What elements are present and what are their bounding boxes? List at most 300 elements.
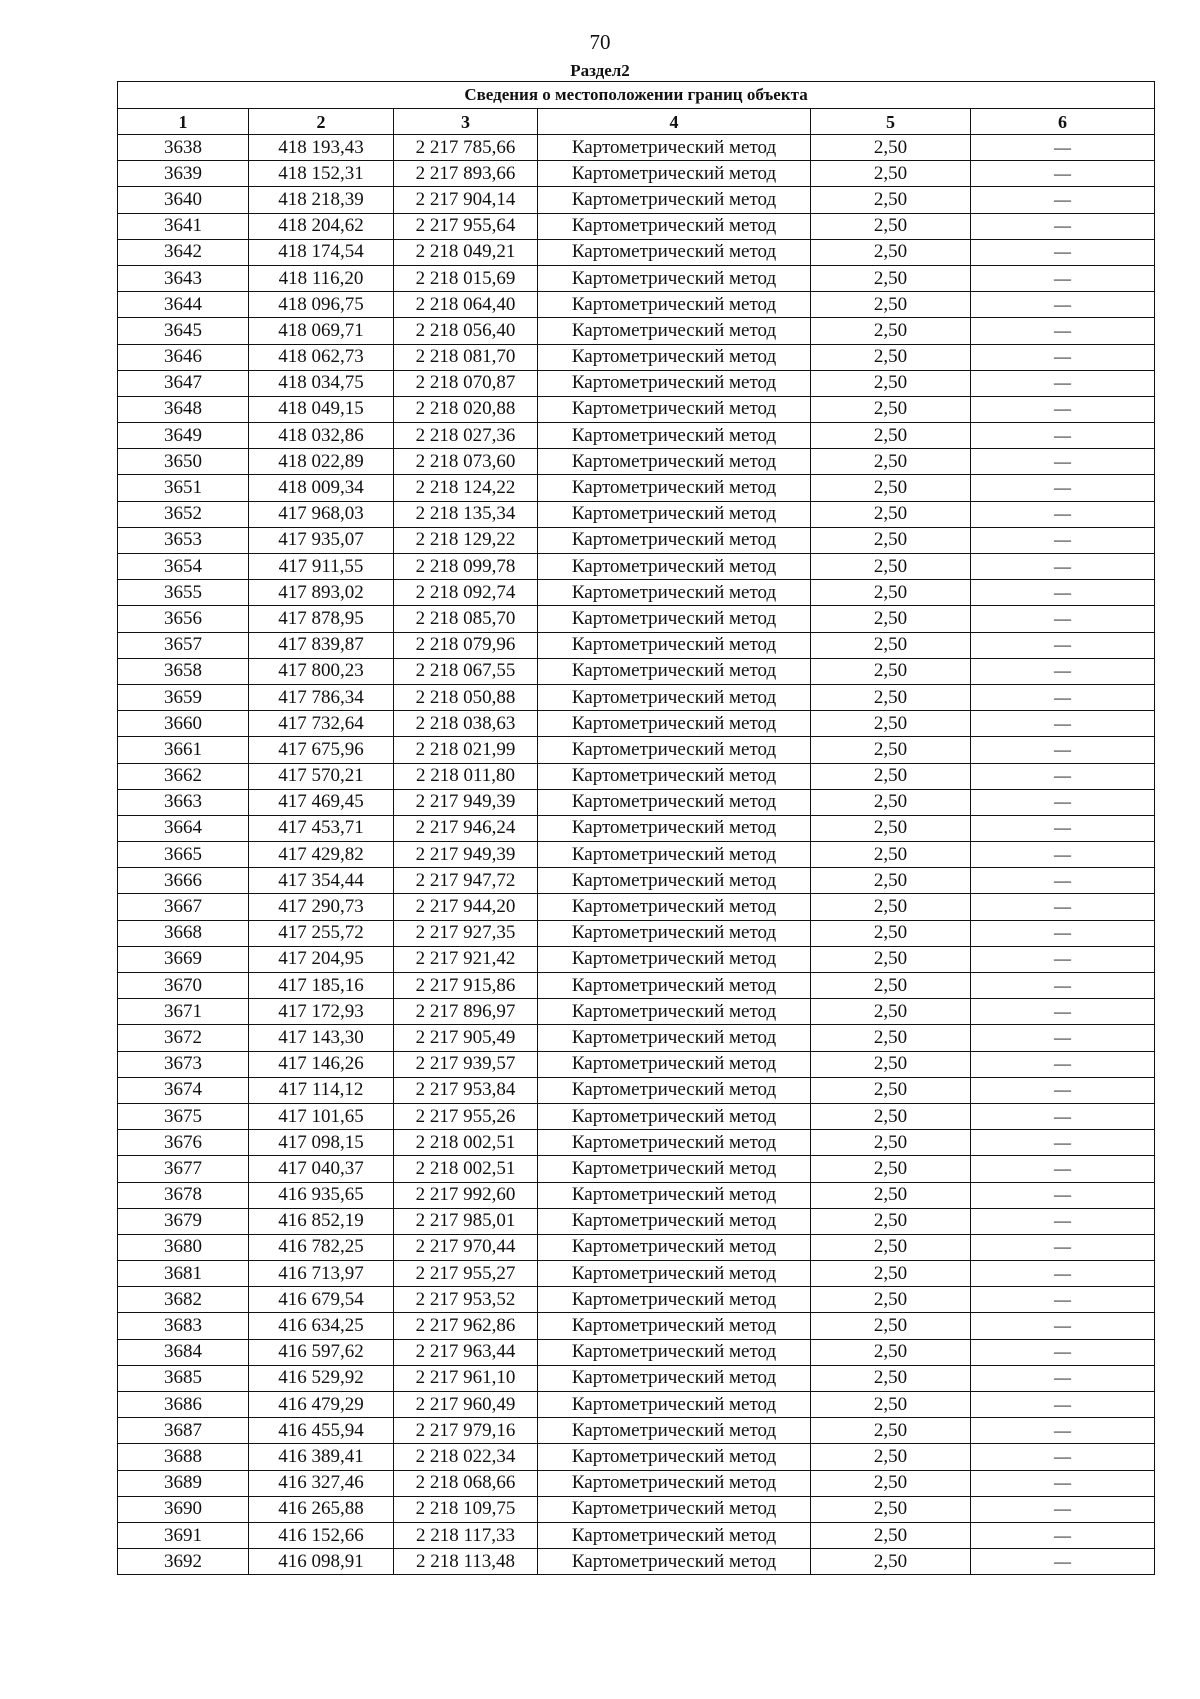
accuracy-cell: 2,50 bbox=[811, 1130, 971, 1156]
note-cell: — bbox=[971, 1261, 1155, 1287]
x-coordinate-cell: 416 713,97 bbox=[249, 1261, 394, 1287]
note-cell: — bbox=[971, 161, 1155, 187]
method-cell: Картометрический метод bbox=[538, 239, 811, 265]
table-row bbox=[118, 1182, 1155, 1208]
x-coordinate-cell: 416 327,46 bbox=[249, 1470, 394, 1496]
x-coordinate-cell: 417 570,21 bbox=[249, 763, 394, 789]
method-cell: Картометрический метод bbox=[538, 1261, 811, 1287]
accuracy-cell: 2,50 bbox=[811, 789, 971, 815]
method-cell: Картометрический метод bbox=[538, 1234, 811, 1260]
point-number-cell: 3655 bbox=[118, 580, 249, 606]
method-cell: Картометрический метод bbox=[538, 815, 811, 841]
y-coordinate-cell: 2 217 944,20 bbox=[394, 894, 538, 920]
y-coordinate-cell: 2 218 022,34 bbox=[394, 1444, 538, 1470]
method-cell: Картометрический метод bbox=[538, 423, 811, 449]
table-row bbox=[118, 580, 1155, 606]
y-coordinate-cell: 2 217 946,24 bbox=[394, 815, 538, 841]
accuracy-cell: 2,50 bbox=[811, 737, 971, 763]
y-coordinate-cell: 2 218 050,88 bbox=[394, 684, 538, 710]
point-number-cell: 3661 bbox=[118, 737, 249, 763]
method-cell: Картометрический метод bbox=[538, 894, 811, 920]
point-number-cell: 3649 bbox=[118, 423, 249, 449]
accuracy-cell: 2,50 bbox=[811, 815, 971, 841]
x-coordinate-cell: 416 389,41 bbox=[249, 1444, 394, 1470]
accuracy-cell: 2,50 bbox=[811, 1077, 971, 1103]
table-row bbox=[118, 606, 1155, 632]
method-cell: Картометрический метод bbox=[538, 1208, 811, 1234]
note-cell: — bbox=[971, 711, 1155, 737]
point-number-cell: 3659 bbox=[118, 684, 249, 710]
method-cell: Картометрический метод bbox=[538, 1392, 811, 1418]
point-number-cell: 3668 bbox=[118, 920, 249, 946]
y-coordinate-cell: 2 218 117,33 bbox=[394, 1522, 538, 1548]
note-cell: — bbox=[971, 1339, 1155, 1365]
note-cell: — bbox=[971, 527, 1155, 553]
point-number-cell: 3691 bbox=[118, 1522, 249, 1548]
note-cell: — bbox=[971, 920, 1155, 946]
table-row bbox=[118, 1365, 1155, 1391]
note-cell: — bbox=[971, 1208, 1155, 1234]
point-number-cell: 3680 bbox=[118, 1234, 249, 1260]
table-row bbox=[118, 842, 1155, 868]
method-cell: Картометрический метод bbox=[538, 1051, 811, 1077]
method-cell: Картометрический метод bbox=[538, 1339, 811, 1365]
note-cell: — bbox=[971, 1496, 1155, 1522]
x-coordinate-cell: 416 152,66 bbox=[249, 1522, 394, 1548]
y-coordinate-cell: 2 218 079,96 bbox=[394, 632, 538, 658]
x-coordinate-cell: 418 096,75 bbox=[249, 292, 394, 318]
method-cell: Картометрический метод bbox=[538, 501, 811, 527]
column-number: 1 bbox=[118, 109, 249, 135]
x-coordinate-cell: 418 174,54 bbox=[249, 239, 394, 265]
note-cell: — bbox=[971, 1182, 1155, 1208]
y-coordinate-cell: 2 217 947,72 bbox=[394, 868, 538, 894]
x-coordinate-cell: 417 172,93 bbox=[249, 999, 394, 1025]
column-number: 2 bbox=[249, 109, 394, 135]
accuracy-cell: 2,50 bbox=[811, 894, 971, 920]
method-cell: Картометрический метод bbox=[538, 946, 811, 972]
accuracy-cell: 2,50 bbox=[811, 449, 971, 475]
x-coordinate-cell: 416 634,25 bbox=[249, 1313, 394, 1339]
accuracy-cell: 2,50 bbox=[811, 501, 971, 527]
table-row bbox=[118, 1287, 1155, 1313]
y-coordinate-cell: 2 218 056,40 bbox=[394, 318, 538, 344]
y-coordinate-cell: 2 218 135,34 bbox=[394, 501, 538, 527]
point-number-cell: 3667 bbox=[118, 894, 249, 920]
accuracy-cell: 2,50 bbox=[811, 1287, 971, 1313]
accuracy-cell: 2,50 bbox=[811, 1470, 971, 1496]
y-coordinate-cell: 2 218 020,88 bbox=[394, 396, 538, 422]
point-number-cell: 3644 bbox=[118, 292, 249, 318]
note-cell: — bbox=[971, 973, 1155, 999]
x-coordinate-cell: 418 034,75 bbox=[249, 370, 394, 396]
x-coordinate-cell: 418 116,20 bbox=[249, 265, 394, 291]
method-cell: Картометрический метод bbox=[538, 1156, 811, 1182]
method-cell: Картометрический метод bbox=[538, 920, 811, 946]
page-number: 70 bbox=[589, 30, 611, 54]
table-row bbox=[118, 737, 1155, 763]
method-cell: Картометрический метод bbox=[538, 789, 811, 815]
y-coordinate-cell: 2 217 960,49 bbox=[394, 1392, 538, 1418]
accuracy-cell: 2,50 bbox=[811, 1392, 971, 1418]
y-coordinate-cell: 2 217 992,60 bbox=[394, 1182, 538, 1208]
method-cell: Картометрический метод bbox=[538, 265, 811, 291]
x-coordinate-cell: 417 453,71 bbox=[249, 815, 394, 841]
y-coordinate-cell: 2 217 962,86 bbox=[394, 1313, 538, 1339]
point-number-cell: 3657 bbox=[118, 632, 249, 658]
note-cell: — bbox=[971, 370, 1155, 396]
table-caption: Сведения о местоположении границ объекта bbox=[118, 82, 1155, 109]
x-coordinate-cell: 417 146,26 bbox=[249, 1051, 394, 1077]
method-cell: Картометрический метод bbox=[538, 1418, 811, 1444]
note-cell: — bbox=[971, 946, 1155, 972]
table-row bbox=[118, 789, 1155, 815]
note-cell: — bbox=[971, 763, 1155, 789]
table-row bbox=[118, 318, 1155, 344]
y-coordinate-cell: 2 217 953,52 bbox=[394, 1287, 538, 1313]
y-coordinate-cell: 2 217 915,86 bbox=[394, 973, 538, 999]
point-number-cell: 3685 bbox=[118, 1365, 249, 1391]
accuracy-cell: 2,50 bbox=[811, 842, 971, 868]
note-cell: — bbox=[971, 187, 1155, 213]
note-cell: — bbox=[971, 1051, 1155, 1077]
point-number-cell: 3688 bbox=[118, 1444, 249, 1470]
note-cell: — bbox=[971, 475, 1155, 501]
point-number-cell: 3666 bbox=[118, 868, 249, 894]
table-row bbox=[118, 292, 1155, 318]
note-cell: — bbox=[971, 1156, 1155, 1182]
note-cell: — bbox=[971, 999, 1155, 1025]
accuracy-cell: 2,50 bbox=[811, 161, 971, 187]
y-coordinate-cell: 2 218 038,63 bbox=[394, 711, 538, 737]
accuracy-cell: 2,50 bbox=[811, 423, 971, 449]
table-row bbox=[118, 187, 1155, 213]
method-cell: Картометрический метод bbox=[538, 161, 811, 187]
x-coordinate-cell: 417 675,96 bbox=[249, 737, 394, 763]
accuracy-cell: 2,50 bbox=[811, 868, 971, 894]
point-number-cell: 3678 bbox=[118, 1182, 249, 1208]
accuracy-cell: 2,50 bbox=[811, 318, 971, 344]
point-number-cell: 3643 bbox=[118, 265, 249, 291]
method-cell: Картометрический метод bbox=[538, 1103, 811, 1129]
point-number-cell: 3652 bbox=[118, 501, 249, 527]
x-coordinate-cell: 417 098,15 bbox=[249, 1130, 394, 1156]
point-number-cell: 3642 bbox=[118, 239, 249, 265]
method-cell: Картометрический метод bbox=[538, 763, 811, 789]
point-number-cell: 3681 bbox=[118, 1261, 249, 1287]
note-cell: — bbox=[971, 1365, 1155, 1391]
point-number-cell: 3653 bbox=[118, 527, 249, 553]
y-coordinate-cell: 2 218 099,78 bbox=[394, 554, 538, 580]
note-cell: — bbox=[971, 318, 1155, 344]
method-cell: Картометрический метод bbox=[538, 213, 811, 239]
accuracy-cell: 2,50 bbox=[811, 973, 971, 999]
accuracy-cell: 2,50 bbox=[811, 344, 971, 370]
point-number-cell: 3640 bbox=[118, 187, 249, 213]
y-coordinate-cell: 2 217 961,10 bbox=[394, 1365, 538, 1391]
table-row bbox=[118, 475, 1155, 501]
y-coordinate-cell: 2 217 955,27 bbox=[394, 1261, 538, 1287]
y-coordinate-cell: 2 217 893,66 bbox=[394, 161, 538, 187]
x-coordinate-cell: 418 204,62 bbox=[249, 213, 394, 239]
y-coordinate-cell: 2 218 021,99 bbox=[394, 737, 538, 763]
accuracy-cell: 2,50 bbox=[811, 658, 971, 684]
table-row bbox=[118, 1077, 1155, 1103]
method-cell: Картометрический метод bbox=[538, 370, 811, 396]
point-number-cell: 3669 bbox=[118, 946, 249, 972]
method-cell: Картометрический метод bbox=[538, 449, 811, 475]
y-coordinate-cell: 2 218 092,74 bbox=[394, 580, 538, 606]
accuracy-cell: 2,50 bbox=[811, 1234, 971, 1260]
accuracy-cell: 2,50 bbox=[811, 711, 971, 737]
note-cell: — bbox=[971, 1130, 1155, 1156]
method-cell: Картометрический метод bbox=[538, 187, 811, 213]
x-coordinate-cell: 417 786,34 bbox=[249, 684, 394, 710]
table-row bbox=[118, 1496, 1155, 1522]
method-cell: Картометрический метод bbox=[538, 1313, 811, 1339]
table-row bbox=[118, 1522, 1155, 1548]
point-number-cell: 3689 bbox=[118, 1470, 249, 1496]
point-number-cell: 3641 bbox=[118, 213, 249, 239]
method-cell: Картометрический метод bbox=[538, 737, 811, 763]
table-caption-row bbox=[118, 82, 1155, 109]
note-cell: — bbox=[971, 789, 1155, 815]
x-coordinate-cell: 418 193,43 bbox=[249, 135, 394, 161]
point-number-cell: 3675 bbox=[118, 1103, 249, 1129]
accuracy-cell: 2,50 bbox=[811, 684, 971, 710]
accuracy-cell: 2,50 bbox=[811, 763, 971, 789]
note-cell: — bbox=[971, 1103, 1155, 1129]
note-cell: — bbox=[971, 1418, 1155, 1444]
table-row bbox=[118, 999, 1155, 1025]
x-coordinate-cell: 416 479,29 bbox=[249, 1392, 394, 1418]
table-row bbox=[118, 1051, 1155, 1077]
note-cell: — bbox=[971, 1077, 1155, 1103]
x-coordinate-cell: 417 185,16 bbox=[249, 973, 394, 999]
accuracy-cell: 2,50 bbox=[811, 1103, 971, 1129]
table-row bbox=[118, 920, 1155, 946]
note-cell: — bbox=[971, 213, 1155, 239]
accuracy-cell: 2,50 bbox=[811, 1051, 971, 1077]
x-coordinate-cell: 417 429,82 bbox=[249, 842, 394, 868]
x-coordinate-cell: 417 911,55 bbox=[249, 554, 394, 580]
x-coordinate-cell: 416 098,91 bbox=[249, 1549, 394, 1575]
point-number-cell: 3679 bbox=[118, 1208, 249, 1234]
note-cell: — bbox=[971, 815, 1155, 841]
point-number-cell: 3650 bbox=[118, 449, 249, 475]
y-coordinate-cell: 2 218 085,70 bbox=[394, 606, 538, 632]
y-coordinate-cell: 2 218 015,69 bbox=[394, 265, 538, 291]
x-coordinate-cell: 417 800,23 bbox=[249, 658, 394, 684]
table-row bbox=[118, 973, 1155, 999]
x-coordinate-cell: 417 040,37 bbox=[249, 1156, 394, 1182]
accuracy-cell: 2,50 bbox=[811, 946, 971, 972]
table-row bbox=[118, 449, 1155, 475]
note-cell: — bbox=[971, 344, 1155, 370]
accuracy-cell: 2,50 bbox=[811, 1182, 971, 1208]
point-number-cell: 3660 bbox=[118, 711, 249, 737]
method-cell: Картометрический метод bbox=[538, 580, 811, 606]
accuracy-cell: 2,50 bbox=[811, 1156, 971, 1182]
table-row bbox=[118, 1418, 1155, 1444]
method-cell: Картометрический метод bbox=[538, 344, 811, 370]
note-cell: — bbox=[971, 1549, 1155, 1575]
boundary-coordinates-table bbox=[117, 81, 1155, 1575]
x-coordinate-cell: 416 782,25 bbox=[249, 1234, 394, 1260]
table-row bbox=[118, 501, 1155, 527]
table-row bbox=[118, 213, 1155, 239]
point-number-cell: 3651 bbox=[118, 475, 249, 501]
accuracy-cell: 2,50 bbox=[811, 554, 971, 580]
method-cell: Картометрический метод bbox=[538, 135, 811, 161]
accuracy-cell: 2,50 bbox=[811, 213, 971, 239]
table-row bbox=[118, 370, 1155, 396]
method-cell: Картометрический метод bbox=[538, 1025, 811, 1051]
note-cell: — bbox=[971, 396, 1155, 422]
method-cell: Картометрический метод bbox=[538, 1182, 811, 1208]
x-coordinate-cell: 417 143,30 bbox=[249, 1025, 394, 1051]
x-coordinate-cell: 417 968,03 bbox=[249, 501, 394, 527]
y-coordinate-cell: 2 218 011,80 bbox=[394, 763, 538, 789]
x-coordinate-cell: 418 049,15 bbox=[249, 396, 394, 422]
point-number-cell: 3638 bbox=[118, 135, 249, 161]
y-coordinate-cell: 2 217 979,16 bbox=[394, 1418, 538, 1444]
accuracy-cell: 2,50 bbox=[811, 606, 971, 632]
y-coordinate-cell: 2 217 785,66 bbox=[394, 135, 538, 161]
y-coordinate-cell: 2 217 970,44 bbox=[394, 1234, 538, 1260]
point-number-cell: 3676 bbox=[118, 1130, 249, 1156]
x-coordinate-cell: 417 354,44 bbox=[249, 868, 394, 894]
y-coordinate-cell: 2 218 049,21 bbox=[394, 239, 538, 265]
section-title: Раздел2 bbox=[570, 61, 630, 80]
y-coordinate-cell: 2 218 073,60 bbox=[394, 449, 538, 475]
accuracy-cell: 2,50 bbox=[811, 580, 971, 606]
accuracy-cell: 2,50 bbox=[811, 370, 971, 396]
x-coordinate-cell: 417 255,72 bbox=[249, 920, 394, 946]
method-cell: Картометрический метод bbox=[538, 606, 811, 632]
point-number-cell: 3692 bbox=[118, 1549, 249, 1575]
point-number-cell: 3665 bbox=[118, 842, 249, 868]
accuracy-cell: 2,50 bbox=[811, 1025, 971, 1051]
y-coordinate-cell: 2 218 064,40 bbox=[394, 292, 538, 318]
x-coordinate-cell: 418 152,31 bbox=[249, 161, 394, 187]
point-number-cell: 3654 bbox=[118, 554, 249, 580]
method-cell: Картометрический метод bbox=[538, 292, 811, 318]
table-row bbox=[118, 763, 1155, 789]
table-row bbox=[118, 344, 1155, 370]
column-number: 3 bbox=[394, 109, 538, 135]
table-row bbox=[118, 1130, 1155, 1156]
accuracy-cell: 2,50 bbox=[811, 265, 971, 291]
point-number-cell: 3683 bbox=[118, 1313, 249, 1339]
method-cell: Картометрический метод bbox=[538, 1470, 811, 1496]
table-row bbox=[118, 894, 1155, 920]
table-row bbox=[118, 868, 1155, 894]
table-row bbox=[118, 711, 1155, 737]
y-coordinate-cell: 2 217 955,64 bbox=[394, 213, 538, 239]
point-number-cell: 3672 bbox=[118, 1025, 249, 1051]
table-row bbox=[118, 1261, 1155, 1287]
accuracy-cell: 2,50 bbox=[811, 999, 971, 1025]
note-cell: — bbox=[971, 239, 1155, 265]
table-row bbox=[118, 1103, 1155, 1129]
x-coordinate-cell: 417 878,95 bbox=[249, 606, 394, 632]
point-number-cell: 3658 bbox=[118, 658, 249, 684]
table-row bbox=[118, 1234, 1155, 1260]
table-body bbox=[118, 135, 1155, 1575]
table-row bbox=[118, 1156, 1155, 1182]
column-number: 6 bbox=[971, 109, 1155, 135]
method-cell: Картометрический метод bbox=[538, 711, 811, 737]
table-row bbox=[118, 1339, 1155, 1365]
y-coordinate-cell: 2 218 109,75 bbox=[394, 1496, 538, 1522]
column-number: 4 bbox=[538, 109, 811, 135]
y-coordinate-cell: 2 217 939,57 bbox=[394, 1051, 538, 1077]
table-row bbox=[118, 1025, 1155, 1051]
accuracy-cell: 2,50 bbox=[811, 1261, 971, 1287]
method-cell: Картометрический метод bbox=[538, 632, 811, 658]
accuracy-cell: 2,50 bbox=[811, 632, 971, 658]
note-cell: — bbox=[971, 1234, 1155, 1260]
note-cell: — bbox=[971, 658, 1155, 684]
y-coordinate-cell: 2 218 070,87 bbox=[394, 370, 538, 396]
point-number-cell: 3639 bbox=[118, 161, 249, 187]
column-number: 5 bbox=[811, 109, 971, 135]
x-coordinate-cell: 418 009,34 bbox=[249, 475, 394, 501]
column-number-row bbox=[118, 109, 1155, 135]
table-row bbox=[118, 239, 1155, 265]
note-cell: — bbox=[971, 423, 1155, 449]
x-coordinate-cell: 416 935,65 bbox=[249, 1182, 394, 1208]
y-coordinate-cell: 2 217 904,14 bbox=[394, 187, 538, 213]
accuracy-cell: 2,50 bbox=[811, 1522, 971, 1548]
accuracy-cell: 2,50 bbox=[811, 1549, 971, 1575]
point-number-cell: 3682 bbox=[118, 1287, 249, 1313]
y-coordinate-cell: 2 217 985,01 bbox=[394, 1208, 538, 1234]
table-row bbox=[118, 135, 1155, 161]
table-row bbox=[118, 554, 1155, 580]
point-number-cell: 3662 bbox=[118, 763, 249, 789]
point-number-cell: 3664 bbox=[118, 815, 249, 841]
point-number-cell: 3671 bbox=[118, 999, 249, 1025]
x-coordinate-cell: 417 204,95 bbox=[249, 946, 394, 972]
table-row bbox=[118, 658, 1155, 684]
accuracy-cell: 2,50 bbox=[811, 920, 971, 946]
x-coordinate-cell: 416 597,62 bbox=[249, 1339, 394, 1365]
method-cell: Картометрический метод bbox=[538, 684, 811, 710]
table-row bbox=[118, 265, 1155, 291]
x-coordinate-cell: 417 101,65 bbox=[249, 1103, 394, 1129]
y-coordinate-cell: 2 218 124,22 bbox=[394, 475, 538, 501]
accuracy-cell: 2,50 bbox=[811, 475, 971, 501]
point-number-cell: 3690 bbox=[118, 1496, 249, 1522]
table-row bbox=[118, 1470, 1155, 1496]
y-coordinate-cell: 2 217 896,97 bbox=[394, 999, 538, 1025]
x-coordinate-cell: 418 032,86 bbox=[249, 423, 394, 449]
note-cell: — bbox=[971, 737, 1155, 763]
y-coordinate-cell: 2 218 002,51 bbox=[394, 1156, 538, 1182]
x-coordinate-cell: 416 529,92 bbox=[249, 1365, 394, 1391]
x-coordinate-cell: 417 935,07 bbox=[249, 527, 394, 553]
table-row bbox=[118, 815, 1155, 841]
accuracy-cell: 2,50 bbox=[811, 187, 971, 213]
y-coordinate-cell: 2 217 955,26 bbox=[394, 1103, 538, 1129]
table-row bbox=[118, 684, 1155, 710]
table-row bbox=[118, 946, 1155, 972]
accuracy-cell: 2,50 bbox=[811, 1365, 971, 1391]
method-cell: Картометрический метод bbox=[538, 527, 811, 553]
table-row bbox=[118, 161, 1155, 187]
